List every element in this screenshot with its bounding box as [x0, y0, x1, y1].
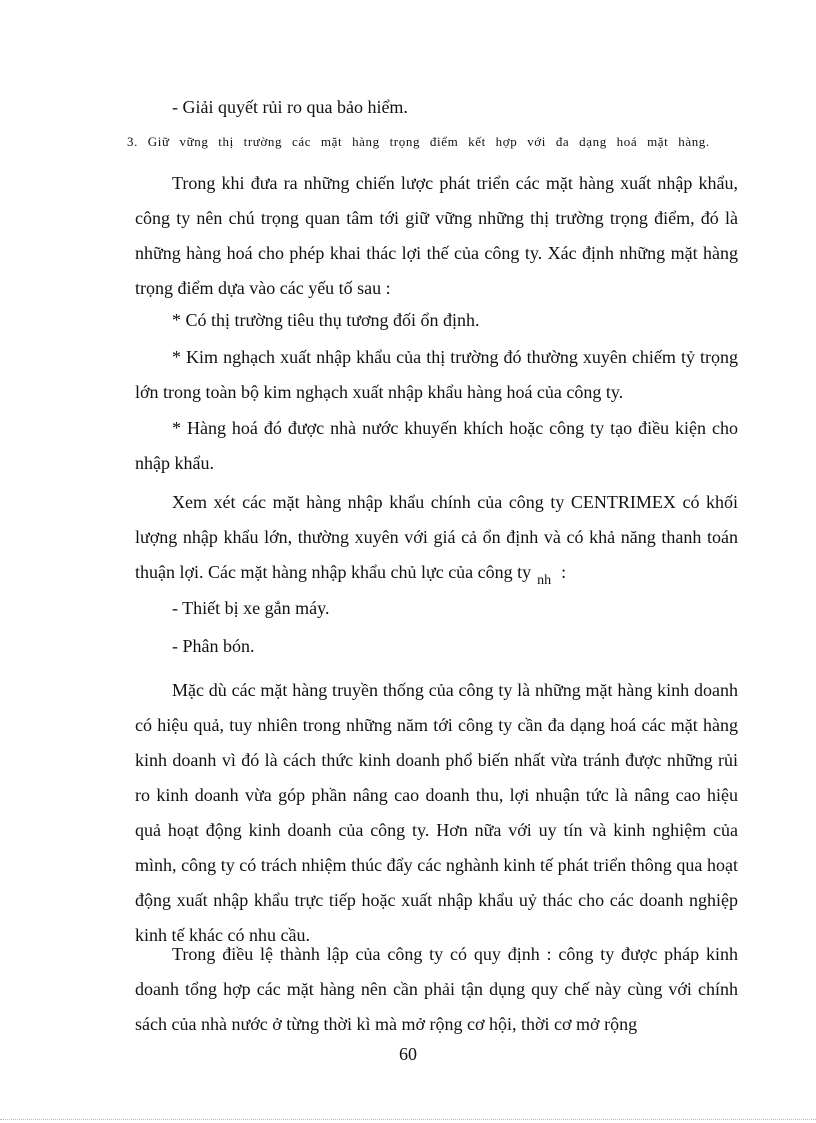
section-heading: 3. Giữ vững thị trường các mặt hàng trọng điểm kết hợp với đa dạng hoá mặt hàng.	[127, 134, 710, 149]
paragraph-charter: Trong điều lệ thành lập của công ty có quy định : công ty được pháp kinh doanh tổng hợp các mặt hàng nên cần phải tận dụng quy chế này cùng với chính sách của nhà nước ở từng thời kì mà mở rộng cơ hội, thời cơ mở rộng	[135, 944, 738, 1034]
main-products-subscript: nh	[537, 573, 552, 588]
page-bottom-border	[0, 1119, 816, 1120]
intro-bullet: - Giải quyết rủi ro qua bảo hiểm.	[172, 97, 408, 117]
product-item-1: - Thiết bị xe gắn máy.	[172, 598, 330, 618]
product-item-2: - Phân bón.	[172, 636, 255, 656]
paragraph-strategy: Trong khi đưa ra những chiến lược phát triển các mặt hàng xuất nhập khẩu, công ty nên chú trọng quan tâm tới giữ vững những thị trường trọng điểm, đó là những hàng hoá cho phép khai thác lợi thế của công ty. Xác định những mặt hàng trọng điểm dựa vào các yếu tố sau :	[135, 173, 738, 298]
paragraph-diversification: Mặc dù các mặt hàng truyền thống của công ty là những mặt hàng kinh doanh có hiệu quả, tuy nhiên trong những năm tới công ty cần đa dạng hoá các mặt hàng kinh doanh vì đó là cách thức kinh doanh phổ biến nhất vừa tránh được những rủi ro kinh doanh vừa góp phần nâng cao doanh thu, lợi nhuận tức là nâng cao hiệu quả hoạt động kinh doanh của công ty. Hơn nữa với uy tín và kinh nghiệm của mình, công ty có trách nhiệm thúc đẩy các nghành kinh tế phát triển thông qua hoạt động xuất nhập khẩu trực tiếp hoặc xuất nhập khẩu uỷ thác cho các doanh nghiệp kinh tế khác có nhu cầu.	[135, 680, 738, 945]
criterion-3: * Hàng hoá đó được nhà nước khuyến khích hoặc công ty tạo điều kiện cho nhập khẩu.	[135, 418, 738, 473]
page-number: 60	[399, 1044, 417, 1064]
criterion-2: * Kim nghạch xuất nhập khẩu của thị trường đó thường xuyên chiếm tỷ trọng lớn trong toàn bộ kim nghạch xuất nhập khẩu hàng hoá của công ty.	[135, 347, 738, 402]
criterion-1: * Có thị trường tiêu thụ tương đối ổn định.	[172, 310, 480, 330]
paragraph-main-products	[135, 485, 738, 598]
main-products-colon: :	[561, 562, 567, 582]
main-products-text: Xem xét các mặt hàng nhập khẩu chính của công ty CENTRIMEX có khối lượng nhập khẩu lớn, thường xuyên với giá cả ổn định và có khả năng thanh toán thuận lợi. Các mặt hàng nhập khẩu chủ lực của công ty	[135, 492, 738, 582]
